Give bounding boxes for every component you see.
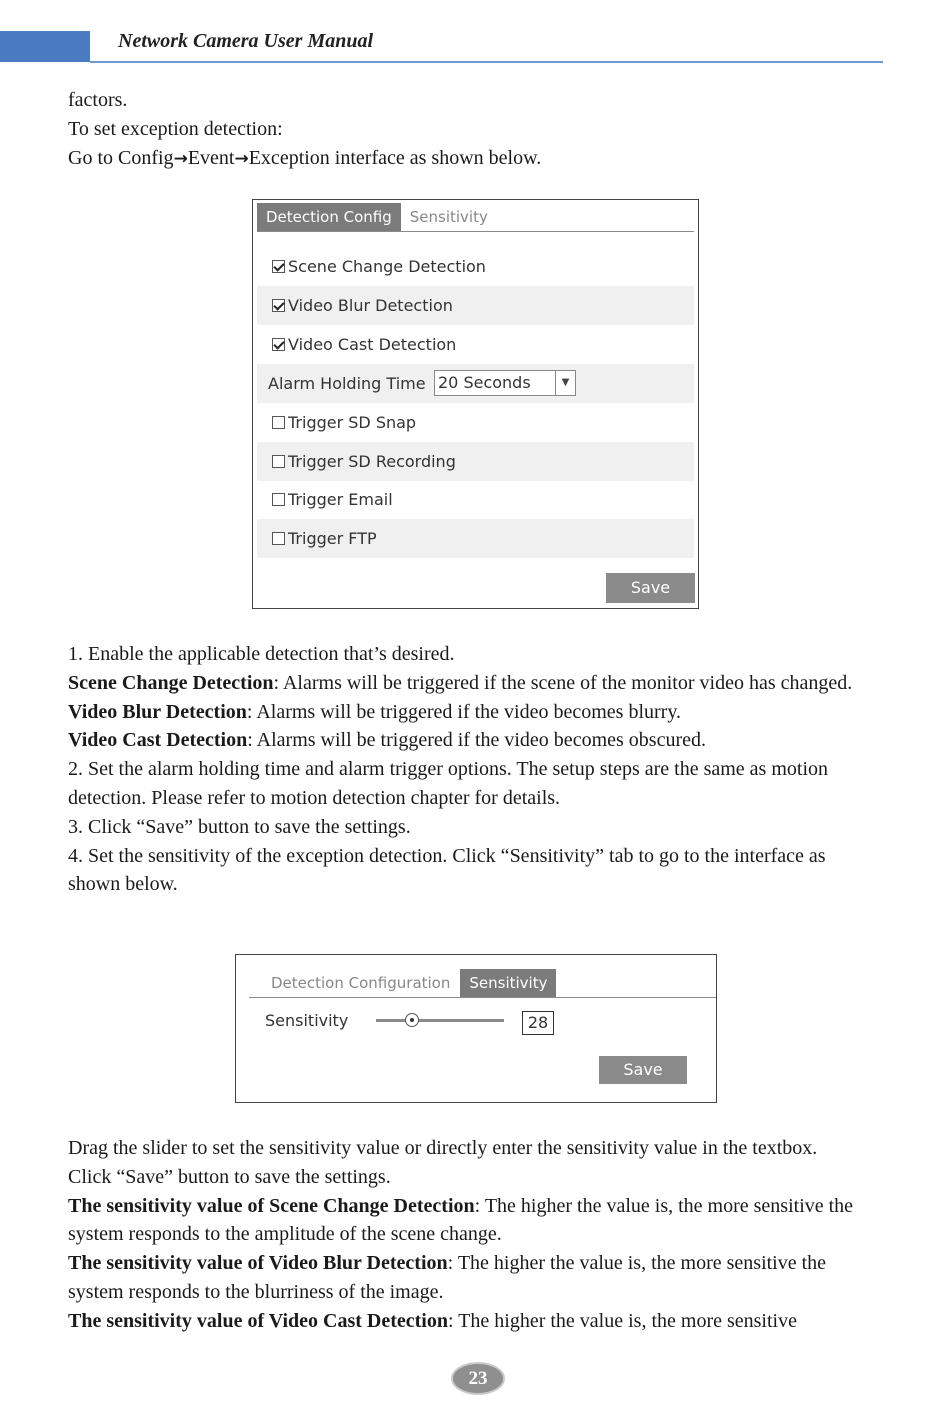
video-cast-term: Video Cast Detection — [68, 729, 248, 752]
chevron-down-icon[interactable]: ▼ — [555, 371, 575, 395]
scene-change-term: Scene Change Detection — [68, 671, 274, 694]
trigger-ftp-label: Trigger FTP — [288, 528, 377, 548]
cast-sensitivity-description: : The higher the value is, the more sensitive — [447, 1309, 797, 1332]
step-4: 4. Set the sensitivity of the exception detection. Click “Sensitivity” tab to go to the interface as shown below. — [68, 844, 826, 896]
trigger-sd-snap-checkbox[interactable] — [272, 416, 285, 429]
blur-sensitivity-term: The sensitivity value of Video Blur Detection — [68, 1252, 448, 1275]
video-blur-label: Video Blur Detection — [288, 295, 453, 315]
sensitivity-value-input[interactable]: 28 — [522, 1011, 554, 1035]
header-accent-bar — [0, 31, 90, 62]
video-cast-checkbox[interactable] — [272, 338, 285, 351]
video-cast-label: Video Cast Detection — [288, 334, 457, 354]
trigger-email-label: Trigger Email — [288, 489, 393, 509]
body-text-2 — [68, 1134, 883, 1336]
tab-sensitivity[interactable]: Sensitivity — [460, 969, 556, 997]
sensitivity-slider-track[interactable] — [376, 1019, 504, 1022]
nav-event: Event — [187, 146, 235, 169]
tab-detection-config[interactable]: Detection Config — [257, 203, 401, 231]
video-cast-paragraph — [68, 726, 883, 755]
nav-config: Go to Config — [68, 146, 174, 169]
video-blur-checkbox[interactable] — [272, 299, 285, 312]
trigger-email-checkbox[interactable] — [272, 493, 285, 506]
row-trigger-ftp[interactable] — [257, 519, 694, 558]
arrow-right-icon: → — [173, 148, 188, 169]
alarm-holding-time-label: Alarm Holding Time — [268, 373, 426, 393]
step-2: 2. Set the alarm holding time and alarm trigger options. The setup steps are the same as motion detection. Please refer to motion detection chapter for details. — [68, 758, 829, 809]
scene-change-checkbox[interactable] — [272, 260, 285, 273]
video-blur-paragraph — [68, 698, 883, 727]
save-instruction: Click “Save” button to save the settings. — [68, 1165, 391, 1188]
save-button[interactable]: Save — [599, 1056, 687, 1084]
video-blur-term: Video Blur Detection — [68, 700, 247, 723]
row-trigger-sd-snap[interactable] — [257, 403, 694, 442]
intro-line-2: To set exception detection: — [68, 117, 283, 140]
sensitivity-label: Sensitivity — [265, 1011, 349, 1030]
step-3: 3. Click “Save” button to save the settings. — [68, 815, 411, 838]
blur-sensitivity-description: : The higher the value is, the more sensitive the system responds to the blurriness of the image. — [68, 1252, 827, 1303]
drag-instruction: Drag the slider to set the sensitivity value or directly enter the sensitivity value in the textbox. — [68, 1137, 818, 1159]
trigger-sd-recording-checkbox[interactable] — [272, 455, 285, 468]
video-cast-description: : Alarms will be triggered if the video becomes obscured. — [247, 729, 706, 752]
detection-config-panel — [252, 199, 699, 609]
intro-line-3 — [68, 144, 883, 174]
row-alarm-holding-time — [257, 364, 694, 403]
video-blur-description: : Alarms will be triggered if the video becomes blurry. — [246, 700, 682, 723]
trigger-sd-recording-label: Trigger SD Recording — [288, 451, 456, 471]
step-1: 1. Enable the applicable detection that’s desired. — [68, 643, 455, 665]
scene-sensitivity-paragraph — [68, 1192, 883, 1250]
row-trigger-sd-recording[interactable] — [257, 442, 694, 481]
sensitivity-slider-handle[interactable] — [405, 1013, 419, 1027]
scene-sensitivity-description: : The higher the value is, the more sensitive the system responds to the amplitude of the scene change. — [68, 1194, 854, 1246]
cast-sensitivity-term: The sensitivity value of Video Cast Detection — [68, 1309, 448, 1332]
blur-sensitivity-paragraph — [68, 1249, 868, 1307]
intro-text — [68, 86, 883, 173]
cast-sensitivity-paragraph — [68, 1307, 883, 1336]
scene-change-paragraph — [68, 669, 883, 698]
row-scene-change[interactable] — [257, 247, 694, 286]
tab-detection-configuration[interactable]: Detection Configuration — [271, 974, 451, 992]
sensitivity-panel — [235, 954, 717, 1103]
scene-change-description: : Alarms will be triggered if the scene of the monitor video has changed. — [273, 671, 853, 694]
alarm-holding-time-value: 20 Seconds — [438, 373, 531, 392]
alarm-holding-time-select[interactable] — [434, 370, 576, 396]
scene-sensitivity-term: The sensitivity value of Scene Change Detection — [68, 1194, 475, 1217]
tab-sensitivity[interactable]: Sensitivity — [409, 208, 488, 226]
nav-exception: Exception interface as shown below. — [248, 146, 542, 169]
page-header-title: Network Camera User Manual — [118, 30, 374, 52]
intro-line-1: factors. — [68, 89, 128, 111]
row-video-blur[interactable] — [257, 286, 694, 325]
tab-bar — [257, 203, 694, 232]
tab-bar — [249, 969, 716, 998]
arrow-right-icon: → — [234, 148, 249, 169]
row-trigger-email[interactable] — [257, 480, 694, 519]
trigger-sd-snap-label: Trigger SD Snap — [288, 412, 417, 432]
page-number: 23 — [451, 1362, 505, 1395]
body-text-1 — [68, 640, 883, 899]
save-button[interactable]: Save — [606, 573, 695, 603]
header-rule — [90, 61, 883, 63]
trigger-ftp-checkbox[interactable] — [272, 532, 285, 545]
row-video-cast[interactable] — [257, 325, 694, 364]
scene-change-label: Scene Change Detection — [288, 256, 486, 276]
